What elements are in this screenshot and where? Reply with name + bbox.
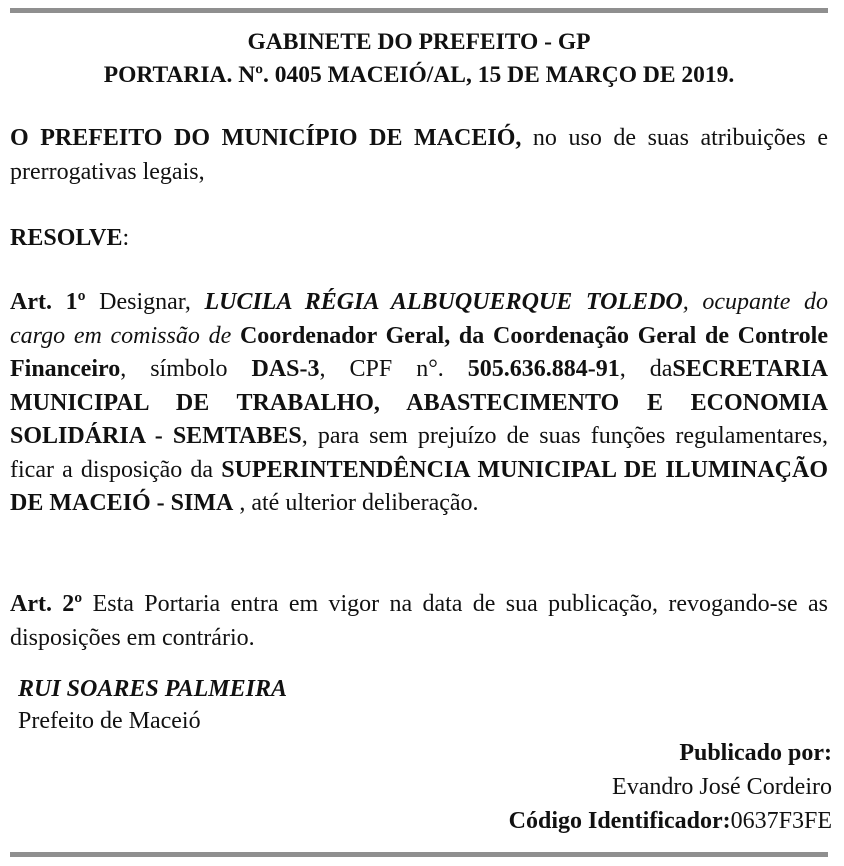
published-by-label: Publicado por:: [679, 740, 832, 766]
cpf-number: 505.636.884-91: [467, 356, 620, 382]
article-2-label: Art. 2º: [10, 591, 83, 617]
intro-paragraph: [10, 122, 828, 189]
article-1-text-4: , CPF n°.: [319, 356, 468, 382]
identifier-code-label: Código Identificador:: [508, 808, 731, 834]
publisher-name: Evandro José Cordeiro: [612, 774, 832, 800]
resolve-colon: :: [122, 225, 130, 251]
top-divider: [10, 8, 828, 13]
article-1-text-2: , ocupante do cargo em comissão de: [10, 289, 828, 349]
document-header: [10, 26, 828, 92]
article-1-text-6: , para sem prejuízo de suas funções regulamentares, ficar a disposição da: [10, 423, 828, 483]
article-2-text: Esta Portaria entra em vigor na data de sua publicação, revogando-se as disposições em contrário.: [10, 591, 828, 651]
resolve-keyword: RESOLVE: [10, 225, 123, 251]
signatory-title: Prefeito de Maceió: [18, 708, 201, 734]
ordinance-title: PORTARIA. Nº. 0405 MACEIÓ/AL, 15 DE MARÇO DE 2019.: [103, 62, 735, 88]
designee-name: LUCILA RÉGIA ALBUQUERQUE TOLEDO: [204, 289, 683, 315]
superintendency-name: SUPERINTENDÊNCIA MUNICIPAL DE ILUMINAÇÃO DE MACEIÓ - SIMA: [10, 456, 828, 516]
article-1-text-5: , da: [619, 356, 673, 382]
office-title: GABINETE DO PREFEITO - GP: [247, 29, 591, 55]
article-2-paragraph: [10, 588, 828, 655]
article-1-text-3: , símbolo: [120, 356, 252, 382]
identifier-code: [509, 806, 832, 836]
intro-text: no uso de suas atribuições e prerrogativas legais,: [10, 125, 828, 185]
signatory-name: RUI SOARES PALMEIRA: [18, 676, 287, 702]
intro-authority: O PREFEITO DO MUNICÍPIO DE MACEIÓ,: [10, 125, 522, 151]
symbol-code: DAS-3: [251, 356, 320, 382]
secretariat-name: SECRETARIA MUNICIPAL DE TRABALHO, ABASTECIMENTO E ECONOMIA SOLIDÁRIA - SEMTABES: [10, 356, 828, 449]
article-1-text-1: Designar,: [85, 289, 205, 315]
resolve-paragraph: [10, 222, 828, 256]
article-1-text-7: , até ulterior deliberação.: [233, 490, 479, 516]
article-1-paragraph: [10, 286, 828, 521]
article-1-label: Art. 1º: [10, 289, 86, 315]
identifier-code-value: 0637F3FE: [730, 808, 832, 834]
position-title: Coordenador Geral, da Coordenação Geral de Controle Financeiro: [10, 322, 828, 382]
bottom-divider: [10, 852, 828, 857]
